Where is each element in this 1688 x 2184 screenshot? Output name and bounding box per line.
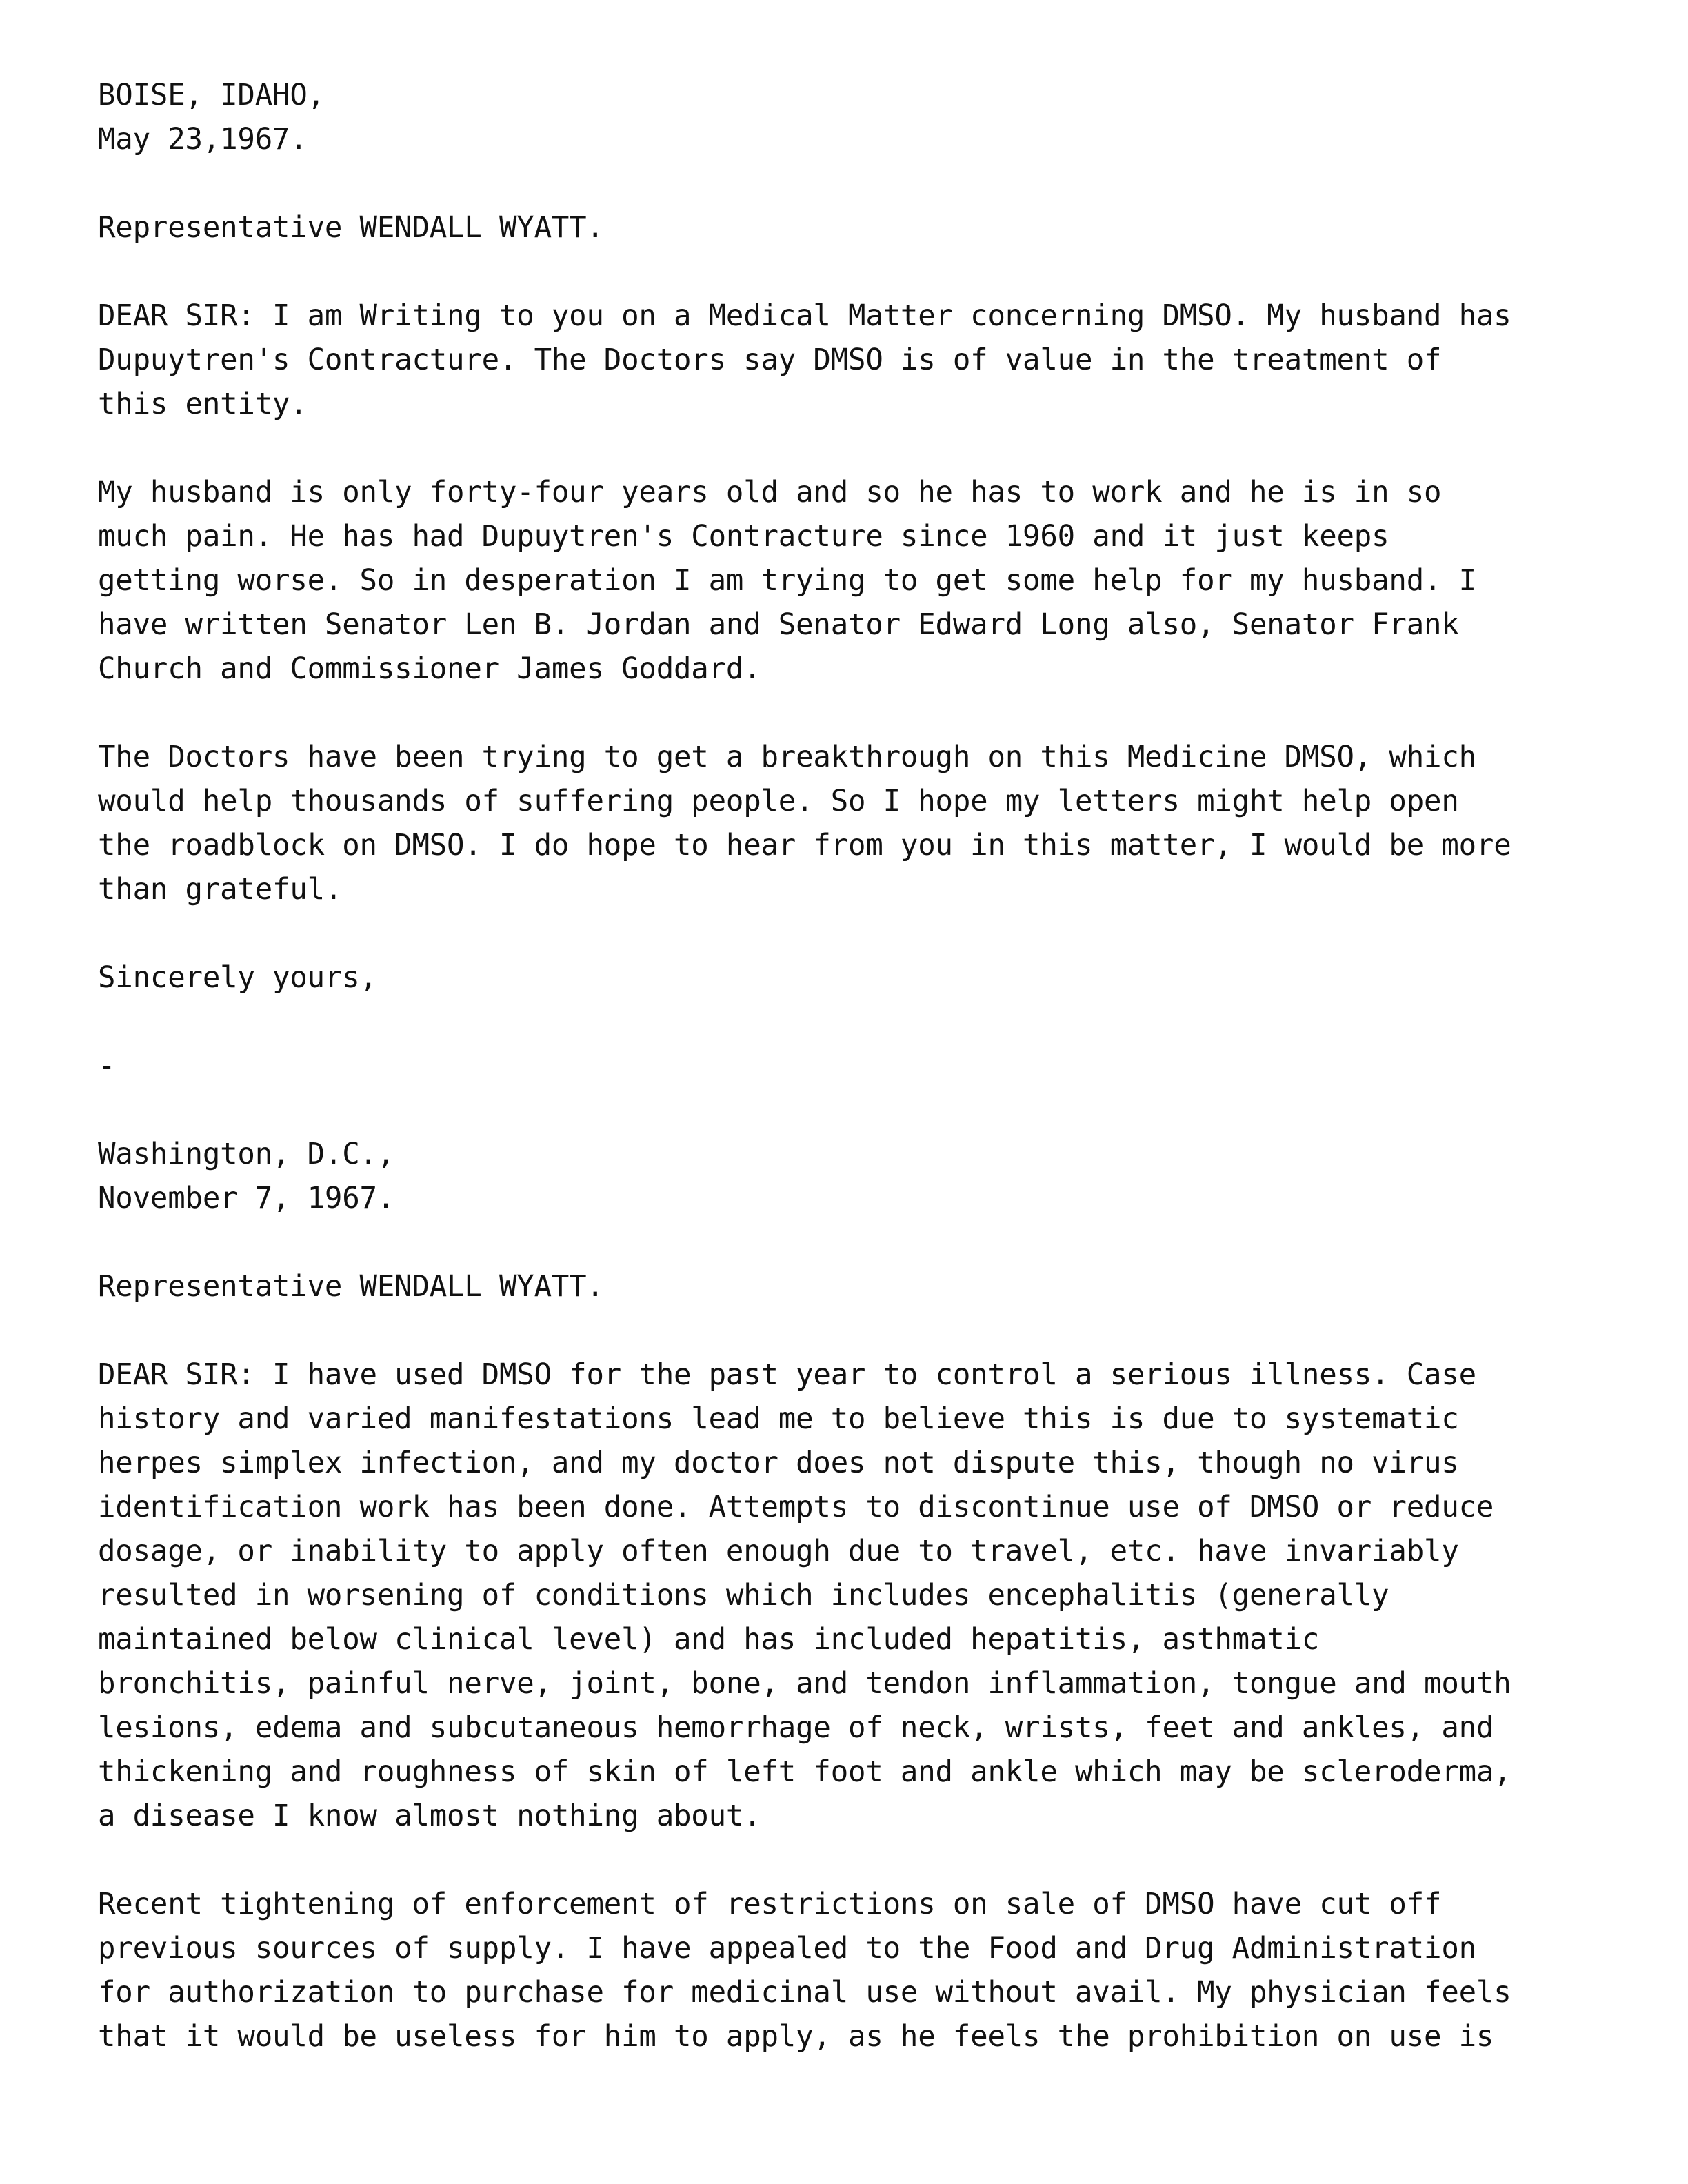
text-line: for authorization to purchase for medicinal use without avail. My physician feels	[98, 1975, 1511, 2010]
spacer	[98, 161, 1647, 205]
text-line: dosage, or inability to apply often enough due to travel, etc. have invariably	[98, 1534, 1459, 1568]
letter-1-closing: Sincerely yours,	[98, 960, 377, 995]
letter-1	[98, 73, 1647, 1132]
spacer	[98, 691, 1647, 735]
letter-1-paragraph-1	[98, 294, 1647, 426]
text-line: maintained below clinical level) and has included hepatitis, asthmatic	[98, 1622, 1320, 1657]
text-line: lesions, edema and subcutaneous hemorrhage of neck, wrists, feet and ankles, and	[98, 1710, 1494, 1745]
spacer	[98, 911, 1647, 956]
letter-2-addressee: Representative WENDALL WYATT.	[98, 1269, 604, 1304]
letter-2-place: Washington, D.C.,	[98, 1137, 395, 1171]
text-line: DEAR SIR: I am Writing to you on a Medical Matter concerning DMSO. My husband has	[98, 299, 1511, 333]
letter-1-date: May 23,1967.	[98, 122, 308, 156]
spacer	[98, 1088, 1647, 1132]
text-line: would help thousands of suffering people. So I hope my letters might help open	[98, 784, 1459, 818]
letter-1-addressee: Representative WENDALL WYATT.	[98, 210, 604, 245]
text-line: that it would be useless for him to apply, as he feels the prohibition on use is	[98, 2019, 1494, 2054]
text-line: Recent tightening of enforcement of restrictions on sale of DMSO have cut off	[98, 1887, 1442, 1921]
text-line: this entity.	[98, 387, 308, 421]
text-line: the roadblock on DMSO. I do hope to hear from you in this matter, I would be more	[98, 828, 1511, 862]
text-line: a disease I know almost nothing about.	[98, 1799, 761, 1833]
letter-1-signature: -	[98, 1049, 116, 1083]
text-line: previous sources of supply. I have appealed to the Food and Drug Administration	[98, 1931, 1476, 1965]
letter-1-paragraph-2	[98, 470, 1647, 691]
letter-2	[98, 1132, 1647, 2059]
spacer	[98, 426, 1647, 470]
text-line: DEAR SIR: I have used DMSO for the past year to control a serious illness. Case	[98, 1357, 1476, 1392]
text-line: The Doctors have been trying to get a breakthrough on this Medicine DMSO, which	[98, 740, 1476, 774]
text-line: herpes simplex infection, and my doctor does not dispute this, though no virus	[98, 1446, 1459, 1480]
text-line: Dupuytren's Contracture. The Doctors say DMSO is of value in the treatment of	[98, 343, 1442, 377]
letter-2-paragraph-2	[98, 1882, 1647, 2059]
spacer	[98, 1220, 1647, 1264]
text-line: getting worse. So in desperation I am trying to get some help for my husband. I	[98, 563, 1476, 598]
text-line: My husband is only forty-four years old and so he has to work and he is in so	[98, 475, 1442, 509]
text-line: history and varied manifestations lead me to believe this is due to systematic	[98, 1402, 1459, 1436]
letter-2-date: November 7, 1967.	[98, 1181, 395, 1215]
text-line: bronchitis, painful nerve, joint, bone, and tendon inflammation, tongue and mouth	[98, 1666, 1511, 1701]
document-page	[98, 73, 1647, 2059]
text-line: resulted in worsening of conditions which includes encephalitis (generally	[98, 1578, 1389, 1612]
text-line: thickening and roughness of skin of left foot and ankle which may be scleroderma,	[98, 1755, 1511, 1789]
letter-2-paragraph-1	[98, 1353, 1647, 1838]
letter-1-paragraph-3	[98, 735, 1647, 911]
text-line: identification work has been done. Attempts to discontinue use of DMSO or reduce	[98, 1490, 1494, 1524]
spacer	[98, 1838, 1647, 1882]
text-line: than grateful.	[98, 872, 343, 907]
text-line: Church and Commissioner James Goddard.	[98, 651, 761, 686]
spacer	[98, 1000, 1647, 1044]
spacer	[98, 1308, 1647, 1353]
letter-1-place: BOISE, IDAHO,	[98, 78, 325, 112]
text-line: have written Senator Len B. Jordan and Senator Edward Long also, Senator Frank	[98, 607, 1459, 642]
text-line: much pain. He has had Dupuytren's Contracture since 1960 and it just keeps	[98, 519, 1389, 554]
spacer	[98, 250, 1647, 294]
